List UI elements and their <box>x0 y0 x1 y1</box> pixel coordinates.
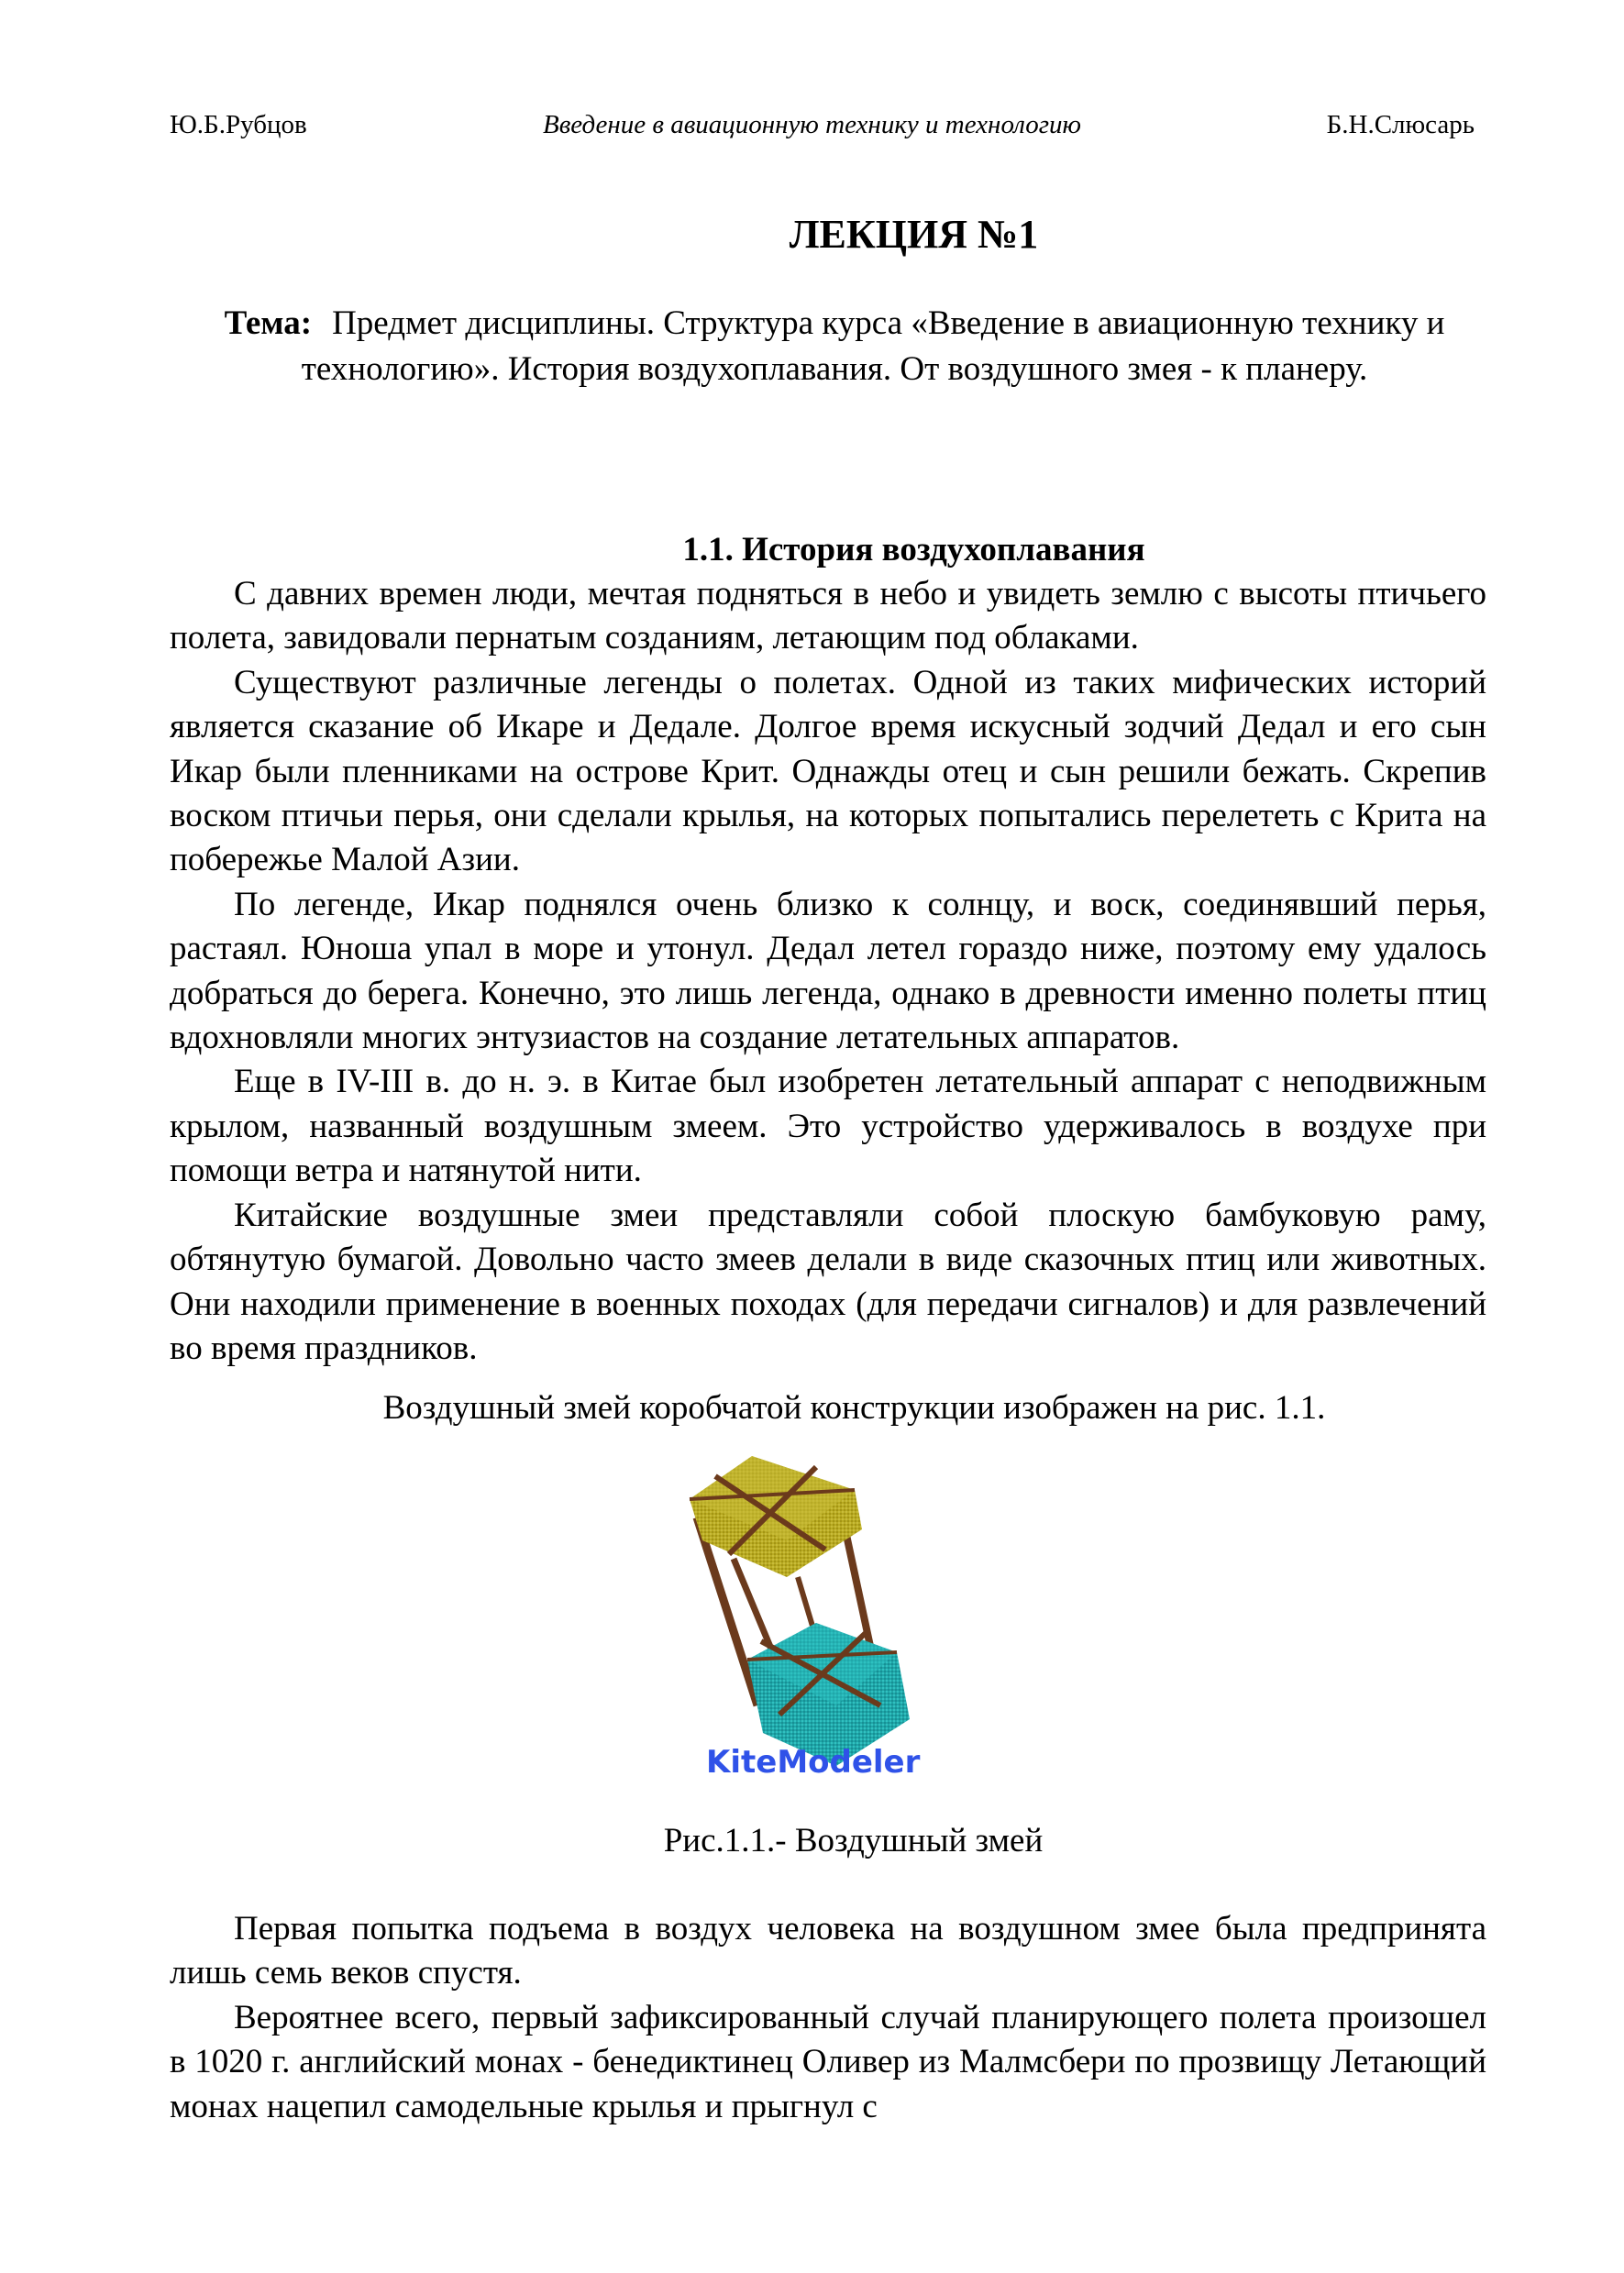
paragraph: Еще в IV-III в. до н. э. в Китае был изобретен летательный аппарат с неподвижным крылом, названный воздушным змеем. Это устройство удерживалось в воздухе при помощи ветра и натянутой нити. <box>170 1063 1486 1190</box>
kitemodeler-logo: KiteModeler <box>706 1744 921 1781</box>
lecture-title: ЛЕКЦИЯ №1 <box>789 212 1039 257</box>
topic-text: Предмет дисциплины. Структура курса «Введение в авиационную технику и технологию». История воздухоплавания. От воздушного змея - к планеру. <box>301 304 1445 388</box>
figure-reference: Воздушный змей коробчатой конструкции изображен на рис. 1.1. <box>382 1389 1326 1427</box>
text-block-after-figure <box>170 1907 1486 2129</box>
header-author-right: Б.Н.Слюсарь <box>1326 110 1475 139</box>
paragraph: С давних времен люди, мечтая подняться в небо и увидеть землю с высоты птичьего полета, завидовали пернатым созданиям, летающим под облаками. <box>170 575 1486 657</box>
topic-label: Тема: <box>224 304 313 342</box>
text-block-before-figure <box>170 572 1486 1371</box>
paragraph: По легенде, Икар поднялся очень близко к солнцу, и воск, соединявший перья, растаял. Юноша упал в море и утонул. Дедал летел гораздо ниже, поэтому ему удалось добраться до берега. Конечно, это лишь легенда, однако в древности именно полеты птиц вдохновляли многих энтузиастов на создание летательных аппаратов. <box>170 885 1486 1057</box>
header-course-title: Введение в авиационную технику и технологию <box>543 110 1081 139</box>
figure-caption: Рис.1.1.- Воздушный змей <box>663 1822 1044 1859</box>
paragraph: Существуют различные легенды о полетах. Одной из таких мифических историй является сказание об Икаре и Дедале. Долгое время искусный зодчий Дедал и его сын Икар были пленниками на острове Крит. Однажды отец и сын решили бежать. Скрепив воском птичьи перья, они сделали крылья, на которых попытались перелететь с Крита на побережье Малой Азии. <box>170 663 1486 879</box>
lecture-topic <box>183 301 1486 392</box>
paragraph: Вероятнее всего, первый зафиксированный случай планирующего полета произошел в 1020 г. английский монах - бенедиктинец Оливер из Малмсбери по прозвищу Летающий монах нацепил самодельные крылья и прыгнул с <box>170 1998 1486 2125</box>
box-kite-image <box>679 1440 954 1788</box>
kite-strut <box>844 1522 871 1650</box>
header-author-left: Ю.Б.Рубцов <box>170 110 307 139</box>
paragraph: Первая попытка подъема в воздух человека на воздушном змее была предпринята лишь семь веков спустя. <box>170 1910 1486 1992</box>
paragraph: Китайские воздушные змеи представляли собой плоскую бамбуковую раму, обтянутую бумагой. Довольно часто змеев делали в виде сказочных птиц или животных. Они находили применение в военных походах (для передачи сигналов) и для развлечений во время праздников. <box>170 1196 1486 1367</box>
section-heading: 1.1. История воздухоплавания <box>682 531 1145 568</box>
